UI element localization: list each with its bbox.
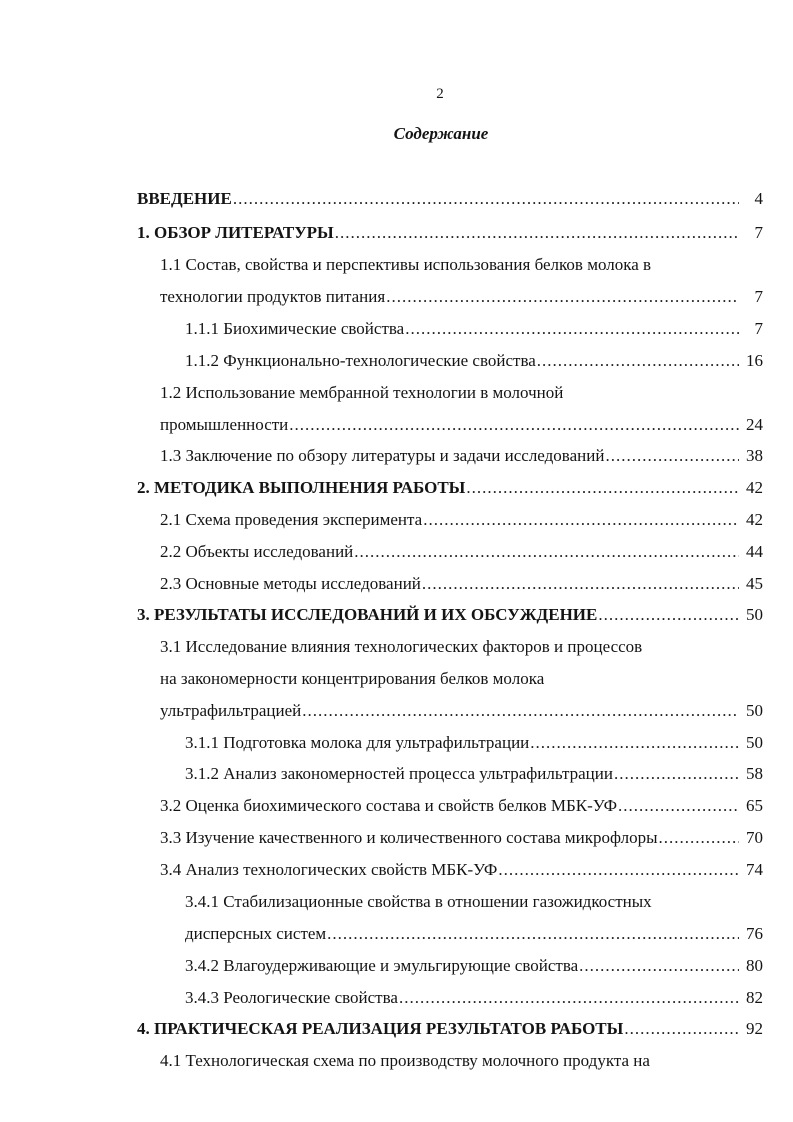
toc-entry-3-3[interactable] — [160, 826, 763, 850]
toc-entry-3-4-2[interactable] — [185, 954, 763, 978]
toc-entry-3-4-1-line1[interactable] — [185, 890, 763, 914]
dot-leader — [530, 731, 739, 755]
dot-leader — [327, 922, 739, 946]
toc-entry-page: 50 — [746, 701, 763, 720]
toc-entry-1-1[interactable] — [160, 285, 763, 309]
toc-entry-3-1-line2[interactable] — [160, 667, 763, 691]
dot-leader — [386, 285, 739, 309]
dot-leader — [605, 444, 739, 468]
dot-leader — [233, 187, 739, 211]
toc-entry-label: 1. ОБЗОР ЛИТЕРАТУРЫ — [137, 223, 334, 242]
toc-entry-label: 3.1.2 Анализ закономерностей процесса ультрафильтрации — [185, 764, 613, 783]
toc-entry-page: 38 — [746, 446, 763, 465]
toc-entry-page: 70 — [746, 828, 763, 847]
dot-leader — [335, 221, 739, 245]
toc-entry-chapter-1[interactable] — [137, 221, 763, 245]
toc-entry-chapter-3[interactable] — [137, 603, 763, 627]
toc-entry-page: 76 — [746, 924, 763, 943]
page-title: Содержание — [393, 124, 489, 143]
toc-entry-page: 42 — [746, 478, 763, 497]
toc-entry-label: дисперсных систем — [185, 924, 327, 943]
toc-entry-label: 3.1.1 Подготовка молока для ультрафильтрации — [185, 733, 530, 752]
toc-entry-3-4-3[interactable] — [185, 986, 763, 1010]
toc-entry-label: 3.4.2 Влагоудерживающие и эмульгирующие свойства — [185, 956, 579, 975]
dot-leader — [302, 699, 739, 723]
toc-entry-page: 7 — [754, 223, 763, 242]
dot-leader — [614, 762, 739, 786]
toc-entry-label: 2.3 Основные методы исследований — [160, 574, 421, 593]
toc-entry-label: 2. МЕТОДИКА ВЫПОЛНЕНИЯ РАБОТЫ — [137, 478, 466, 497]
toc-entry-page: 80 — [746, 956, 763, 975]
toc-entry-page: 24 — [746, 415, 763, 434]
toc-entry-label: 1.1.1 Биохимические свойства — [185, 319, 405, 338]
toc-entry-label: 1.2 Использование мембранной технологии в молочной — [160, 383, 564, 402]
toc-entry-1-1-2[interactable] — [185, 349, 763, 373]
toc-entry-label: 1.1 Состав, свойства и перспективы использования белков молока в — [160, 255, 652, 274]
toc-entry-label: 1.1.2 Функционально-технологические свойства — [185, 351, 536, 370]
dot-leader — [289, 413, 739, 437]
toc-entry-label: 4. ПРАКТИЧЕСКАЯ РЕАЛИЗАЦИЯ РЕЗУЛЬТАТОВ РАБОТЫ — [137, 1019, 624, 1038]
toc-entry-label: технологии продуктов питания — [160, 287, 386, 306]
toc-entry-page: 58 — [746, 764, 763, 783]
dot-leader — [422, 572, 739, 596]
toc-entry-1-1-1[interactable] — [185, 317, 763, 341]
toc-entry-3-4[interactable] — [160, 858, 763, 882]
dot-leader — [405, 317, 739, 341]
toc-entry-1-2[interactable] — [160, 413, 763, 437]
toc-entry-label: 3.4.3 Реологические свойства — [185, 988, 398, 1007]
toc-entry-page: 16 — [746, 351, 763, 370]
toc-entry-page: 74 — [746, 860, 763, 879]
toc-entry-3-1-line1[interactable] — [160, 635, 763, 659]
toc-entry-2-1[interactable] — [160, 508, 763, 532]
toc-entry-label: 2.2 Объекты исследований — [160, 542, 354, 561]
toc-entry-page: 45 — [746, 574, 763, 593]
toc-entry-1-3[interactable] — [160, 444, 763, 468]
toc-entry-3-2[interactable] — [160, 794, 763, 818]
toc-entry-chapter-4[interactable] — [137, 1017, 763, 1041]
toc-entry-label: 3.4.1 Стабилизационные свойства в отношении газожидкостных — [185, 892, 652, 911]
toc-entry-2-3[interactable] — [160, 572, 763, 596]
toc-entry-introduction[interactable] — [137, 187, 763, 211]
dot-leader — [598, 603, 739, 627]
toc-entry-label: 1.3 Заключение по обзору литературы и задачи исследований — [160, 446, 605, 465]
toc-entry-label: 3.3 Изучение качественного и количественного состава микрофлоры — [160, 828, 658, 847]
toc-entry-label: 3.4 Анализ технологических свойств МБК-УФ — [160, 860, 498, 879]
dot-leader — [537, 349, 739, 373]
toc-entry-1-1-line1[interactable] — [160, 253, 763, 277]
toc-entry-page: 50 — [746, 605, 763, 624]
toc-entry-3-1-1[interactable] — [185, 731, 763, 755]
page-number: 2 — [436, 86, 444, 102]
toc-entry-page: 44 — [746, 542, 763, 561]
toc-entry-label: промышленности — [160, 415, 289, 434]
toc-entry-page: 50 — [746, 733, 763, 752]
toc-entry-label: на закономерности концентрирования белков молока — [160, 669, 545, 688]
toc-entry-label: 4.1 Технологическая схема по производству молочного продукта на — [160, 1051, 650, 1070]
toc-entry-label: 2.1 Схема проведения эксперимента — [160, 510, 423, 529]
dot-leader — [579, 954, 739, 978]
toc-entry-page: 42 — [746, 510, 763, 529]
dot-leader — [498, 858, 739, 882]
dot-leader — [399, 986, 739, 1010]
toc-entry-page: 92 — [746, 1019, 763, 1038]
toc-entry-page: 65 — [746, 796, 763, 815]
dot-leader — [659, 826, 739, 850]
dot-leader — [618, 794, 739, 818]
toc-entry-page: 7 — [754, 319, 763, 338]
toc-entry-label: ВВЕДЕНИЕ — [137, 189, 232, 208]
dot-leader — [354, 540, 739, 564]
toc-entry-3-1-2[interactable] — [185, 762, 763, 786]
toc-entry-3-4-1[interactable] — [185, 922, 763, 946]
toc-entry-label: 3. РЕЗУЛЬТАТЫ ИССЛЕДОВАНИЙ И ИХ ОБСУЖДЕНИЕ — [137, 605, 598, 624]
toc-entry-page: 82 — [746, 988, 763, 1007]
toc-entry-label: 3.1 Исследование влияния технологических факторов и процессов — [160, 637, 643, 656]
toc-entry-page: 4 — [754, 189, 763, 208]
dot-leader — [423, 508, 739, 532]
toc-entry-4-1-line1[interactable] — [160, 1049, 763, 1073]
toc-entry-page: 7 — [754, 287, 763, 306]
dot-leader — [466, 476, 739, 500]
toc-entry-1-2-line1[interactable] — [160, 381, 763, 405]
dot-leader — [624, 1017, 739, 1041]
toc-entry-3-1[interactable] — [160, 699, 763, 723]
toc-entry-chapter-2[interactable] — [137, 476, 763, 500]
toc-entry-label: 3.2 Оценка биохимического состава и свойств белков МБК-УФ — [160, 796, 618, 815]
toc-entry-2-2[interactable] — [160, 540, 763, 564]
toc-entry-label: ультрафильтрацией — [160, 701, 302, 720]
